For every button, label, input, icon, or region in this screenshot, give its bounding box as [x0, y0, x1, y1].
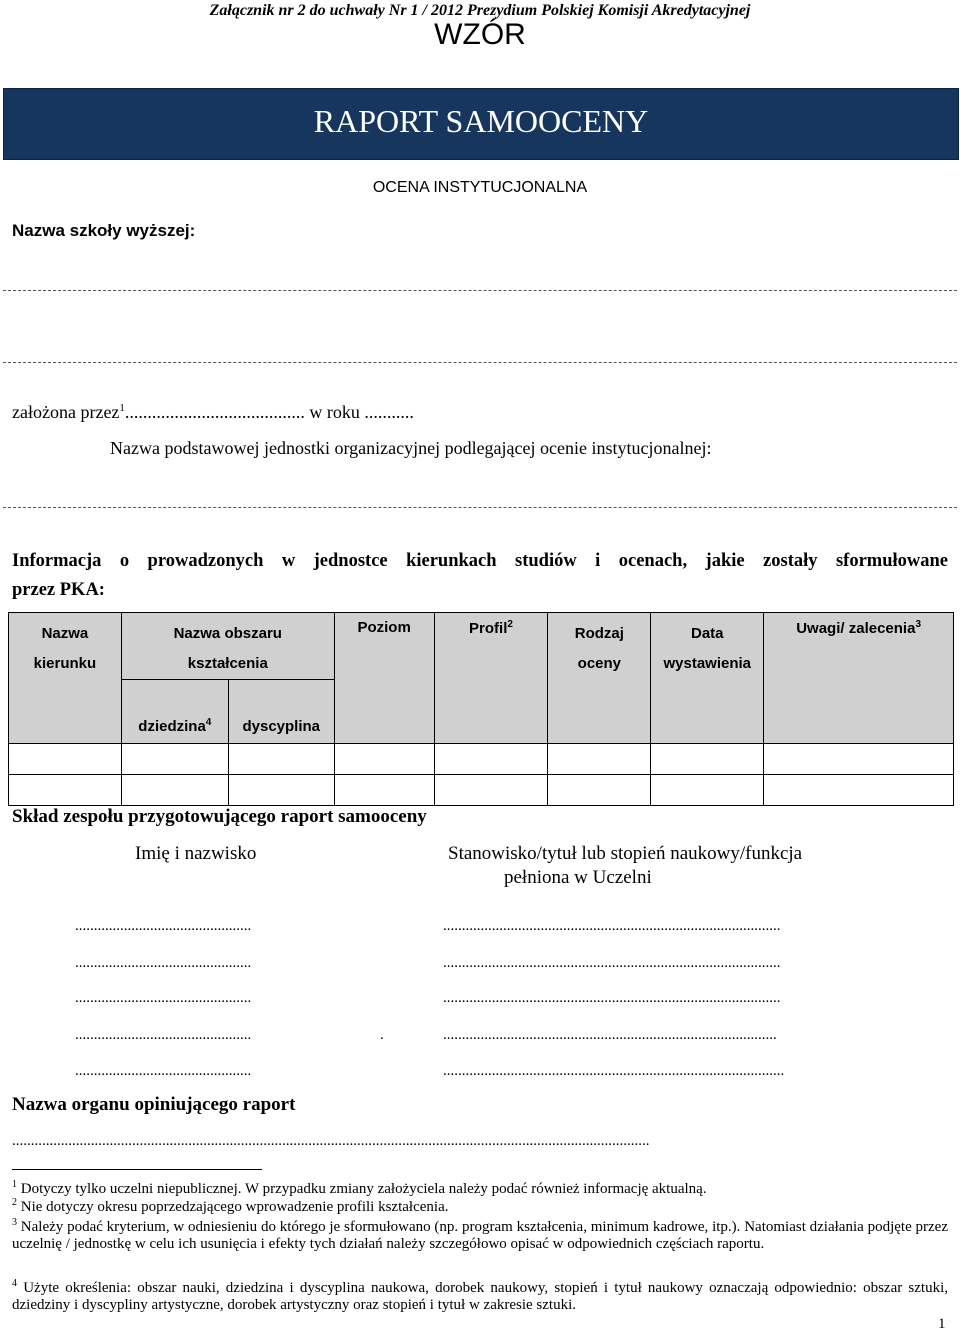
- table-cell[interactable]: [228, 775, 334, 806]
- table-cell[interactable]: [121, 775, 228, 806]
- team-position-dots: .........................................................................................: [443, 1027, 777, 1043]
- unit-name-label: Nazwa podstawowej jednostki organizacyjnej podlegającej ocenie instytucjonalnej:: [110, 438, 712, 458]
- report-subtitle: OCENA INSTYTUCJONALNA: [372, 179, 588, 196]
- team-section-title: Skład zespołu przygotowującego raport samooceny: [12, 806, 427, 827]
- team-position-dots: ..........................................................................................: [443, 955, 781, 971]
- report-title: RAPORT SAMOOCENY: [313, 103, 649, 139]
- team-col-name: Imię i nazwisko: [135, 843, 257, 864]
- table-cell[interactable]: [764, 744, 954, 775]
- col-level: Poziom: [334, 613, 434, 744]
- table-cell[interactable]: [651, 744, 764, 775]
- col-remarks: Uwagi/ zalecenia$^3$: [764, 613, 954, 744]
- table-cell[interactable]: [334, 744, 434, 775]
- table-cell[interactable]: [121, 744, 228, 775]
- table-cell[interactable]: [9, 775, 122, 806]
- table-cell[interactable]: [434, 775, 548, 806]
- stray-dot: .: [380, 1027, 384, 1043]
- table-row: [9, 744, 954, 775]
- team-name-dots: ...............................................: [75, 1063, 252, 1079]
- col-discipline: dyscyplina: [228, 680, 334, 744]
- team-name-dots: ...............................................: [75, 990, 252, 1006]
- unit-name-line: [3, 507, 957, 508]
- team-name-dots: ...............................................: [75, 918, 252, 934]
- col-area-label-1: Nazwa obszaru: [173, 625, 282, 642]
- footnote-1: $^1$ Dotyczy tylko uczelni niepublicznej. W przypadku zmiany założyciela należy podać również informację aktualną.: [12, 1179, 707, 1197]
- team-position-dots: ..........................................................................................: [443, 990, 781, 1006]
- founded-by-line: [12, 402, 414, 423]
- team-name-dots: ...............................................: [75, 955, 252, 971]
- col-issue-date-label-1: Data: [690, 625, 724, 642]
- footnote-2: $^2$ Nie dotyczy okresu poprzedzającego wprowadzenie profili kształcenia.: [12, 1197, 449, 1215]
- title-banner: [3, 88, 959, 160]
- footnote-3: $^3$ Należy podać kryterium, w odniesieniu do którego je sformułowano (np. program kształcenia, minimum kadrowe, itp.). Natomiast działania podjęte przez uczelnię / jednostkę w celu ich usunięcia i efekty tych działań należy szczegółowo opisać w odpowiednich częściach raportu.: [12, 1217, 948, 1252]
- col-area: [121, 613, 334, 680]
- team-position-dots: ..........................................................................................: [443, 918, 781, 934]
- table-cell[interactable]: [548, 775, 651, 806]
- study-programs-table: [8, 612, 954, 806]
- col-field-of-study: [9, 613, 122, 744]
- opinion-body-label: Nazwa organu opiniującego raport: [12, 1094, 296, 1115]
- table-cell[interactable]: [9, 744, 122, 775]
- study-info-line-2: przez PKA:: [12, 580, 105, 600]
- table-row: [9, 775, 954, 806]
- col-issue-date-label-2: wystawienia: [663, 655, 752, 672]
- footnote-separator: [12, 1169, 262, 1170]
- table-cell[interactable]: [651, 775, 764, 806]
- col-assessment-type-label-1: Rodzaj: [574, 625, 624, 642]
- founded-by-dots: ........................................ w roku ...........: [124, 402, 414, 422]
- page-number: 1: [938, 1316, 946, 1332]
- school-name-line-2: [3, 362, 957, 363]
- template-label: WZÓR: [434, 18, 526, 51]
- col-assessment-type: [548, 613, 651, 744]
- school-name-line-1: [3, 290, 957, 291]
- col-issue-date: [651, 613, 764, 744]
- table-cell[interactable]: [548, 744, 651, 775]
- table-cell[interactable]: [764, 775, 954, 806]
- school-name-label: Nazwa szkoły wyższej:: [12, 221, 196, 240]
- col-area-label-2: kształcenia: [187, 655, 268, 672]
- col-domain: dziedzina$^4$: [121, 680, 228, 744]
- team-col-position-2: pełniona w Uczelni: [504, 867, 652, 888]
- opinion-body-dots: ..........................................................................................................................................................................: [12, 1133, 650, 1149]
- team-name-dots: ...............................................: [75, 1027, 252, 1043]
- footnote-4: $^4$ Użyte określenia: obszar nauki, dziedzina i dyscyplina naukowa, dorobek naukowy, stopień i tytuł naukowy oznaczają odpowiednio: obszar sztuki, dziedziny i dyscypliny artystyczne, dorobek artystyczny oraz stopień i tytuł w zakresie sztuki.: [12, 1278, 949, 1313]
- col-field-of-study-label-2: kierunku: [33, 655, 97, 672]
- table-cell[interactable]: [434, 744, 548, 775]
- col-field-of-study-label-1: Nazwa: [41, 625, 89, 642]
- table-cell[interactable]: [228, 744, 334, 775]
- founded-by-label: założona przez: [12, 402, 120, 422]
- team-position-dots: ...........................................................................................: [443, 1063, 785, 1079]
- attachment-note: Załącznik nr 2 do uchwały Nr 1 / 2012 Prezydium Polskiej Komisji Akredytacyjnej: [209, 2, 751, 19]
- study-info-line-1: Informacja o prowadzonych w jednostce kierunkach studiów i ocenach, jakie zostały sformułowane: [12, 551, 948, 571]
- team-col-position-1: Stanowisko/tytuł lub stopień naukowy/funkcja: [448, 843, 803, 864]
- footnote-ref-1: 1: [119, 402, 125, 414]
- col-assessment-type-label-2: oceny: [577, 655, 622, 672]
- col-profile: Profil$^2$: [434, 613, 548, 744]
- table-cell[interactable]: [334, 775, 434, 806]
